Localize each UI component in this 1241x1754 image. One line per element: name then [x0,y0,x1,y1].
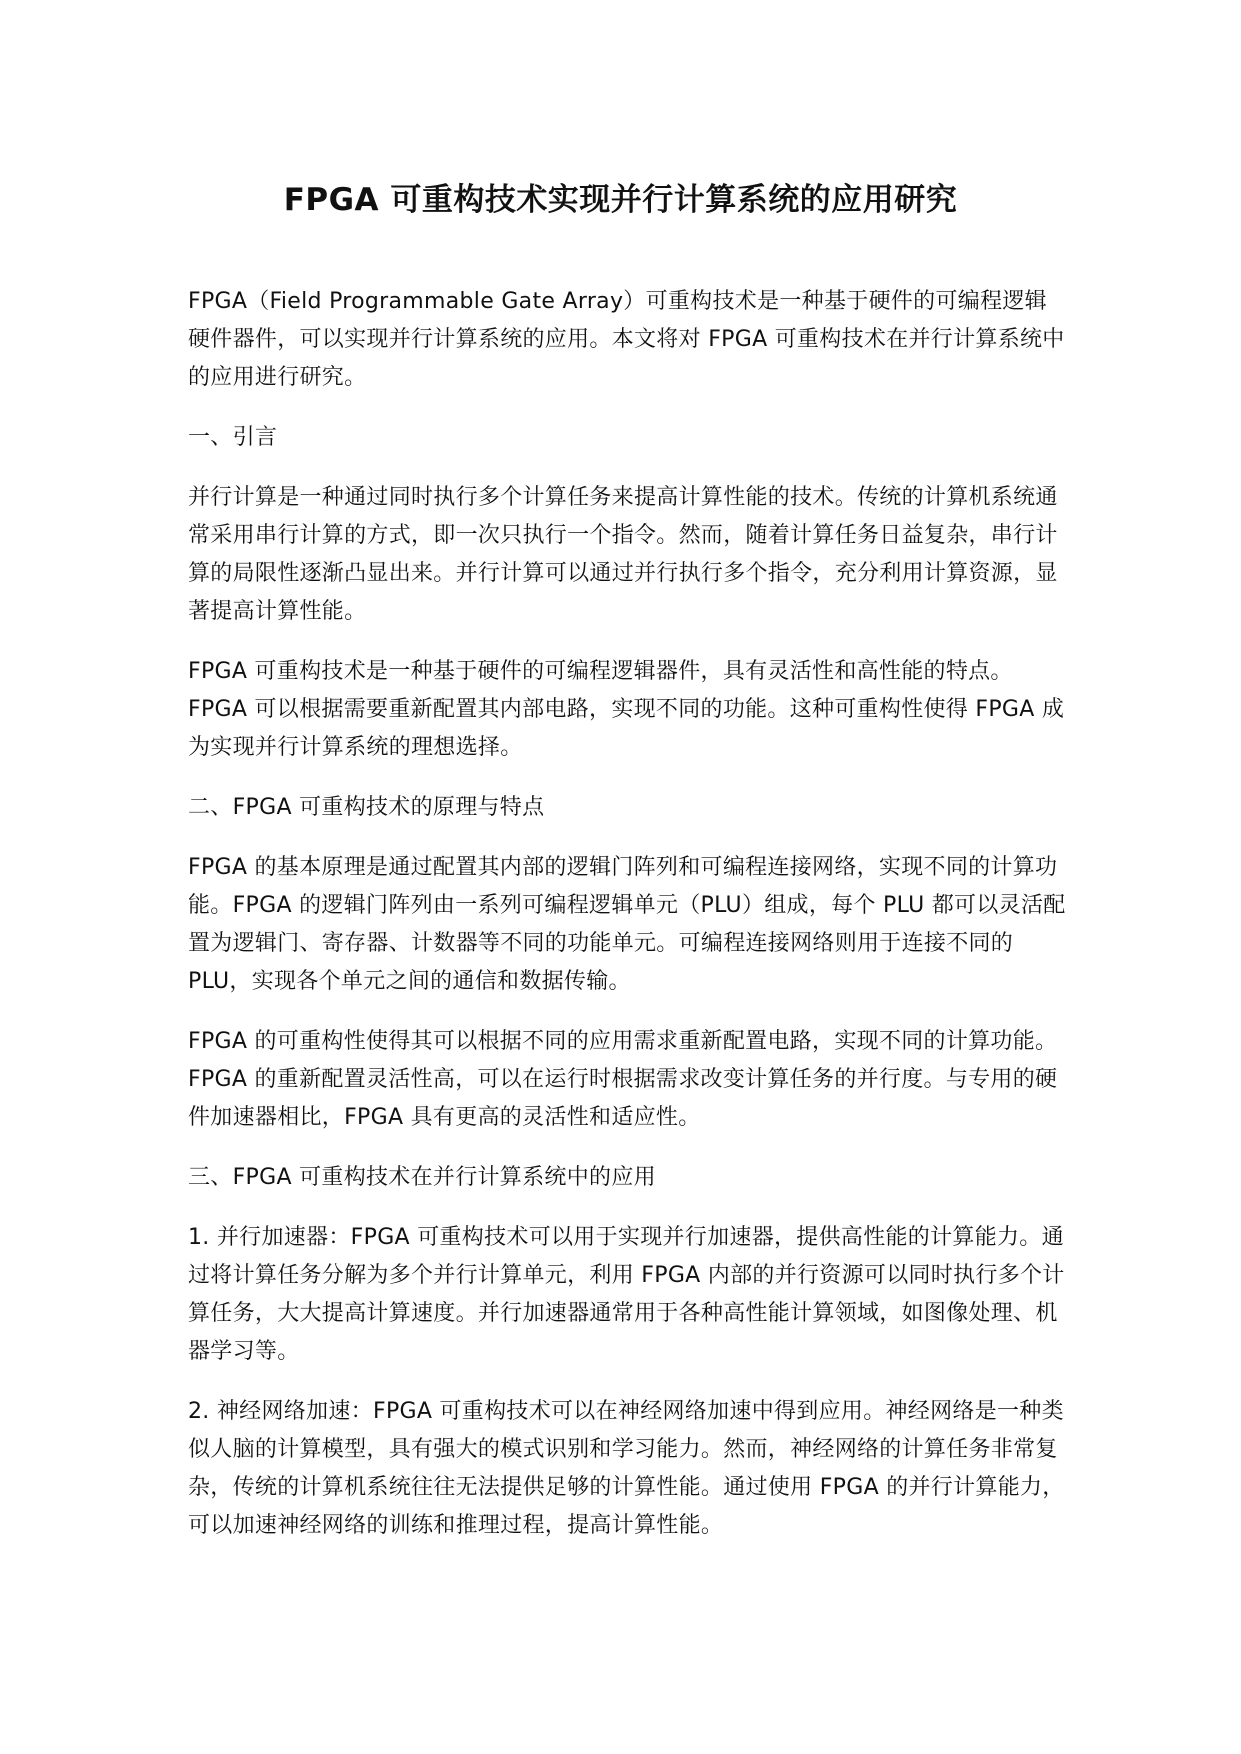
section-heading-applications: 三、FPGA 可重构技术在并行计算系统中的应用 [188,1165,656,1190]
intro-paragraph: FPGA（Field Programmable Gate Array）可重构技术是一种基于硬件的可编程逻辑硬件器件，可以实现并行计算系统的应用。本文将对 FPGA 可重构技术在并行计算系统中的应用进行研究。 [188,289,1065,390]
paragraph: 并行计算是一种通过同时执行多个计算任务来提高计算性能的技术。传统的计算机系统通常采用串行计算的方式，即一次只执行一个指令。然而，随着计算任务日益复杂，串行计算的局限性逐渐凸显出来。并行计算可以通过并行执行多个指令，充分利用计算资源，显著提高计算性能。 [188,485,1058,624]
paragraph: FPGA 的可重构性使得其可以根据不同的应用需求重新配置电路，实现不同的计算功能。FPGA 的重新配置灵活性高，可以在运行时根据需求改变计算任务的并行度。与专用的硬件加速器相比，FPGA 具有更高的灵活性和适应性。 [188,1029,1058,1130]
document-body [188,283,1068,1567]
paragraph: FPGA 可重构技术是一种基于硬件的可编程逻辑器件，具有灵活性和高性能的特点。FPGA 可以根据需要重新配置其内部电路，实现不同的功能。这种可重构性使得 FPGA 成为实现并行计算系统的理想选择。 [188,659,1065,760]
list-item-neural-network: 2. 神经网络加速：FPGA 可重构技术可以在神经网络加速中得到应用。神经网络是一种类似人脑的计算模型，具有强大的模式识别和学习能力。然而，神经网络的计算任务非常复杂，传统的计算机系统往往无法提供足够的计算性能。通过使用 FPGA 的并行计算能力，可以加速神经网络的训练和推理过程，提高计算性能。 [188,1399,1065,1538]
paragraph: FPGA 的基本原理是通过配置其内部的逻辑门阵列和可编程连接网络，实现不同的计算功能。FPGA 的逻辑门阵列由一系列可编程逻辑单元（PLU）组成，每个 PLU 都可以灵活配置为逻辑门、寄存器、计数器等不同的功能单元。可编程连接网络则用于连接不同的 PLU，实现各个单元之间的通信和数据传输。 [188,855,1066,994]
document-title: FPGA 可重构技术实现并行计算系统的应用研究 [283,182,958,218]
section-heading-introduction: 一、引言 [188,425,278,450]
list-item-parallel-accelerator: 1. 并行加速器：FPGA 可重构技术可以用于实现并行加速器，提供高性能的计算能力。通过将计算任务分解为多个并行计算单元，利用 FPGA 内部的并行资源可以同时执行多个计算任务，大大提高计算速度。并行加速器通常用于各种高性能计算领域，如图像处理、机器学习等。 [188,1225,1065,1364]
section-heading-principles: 二、FPGA 可重构技术的原理与特点 [188,795,545,820]
